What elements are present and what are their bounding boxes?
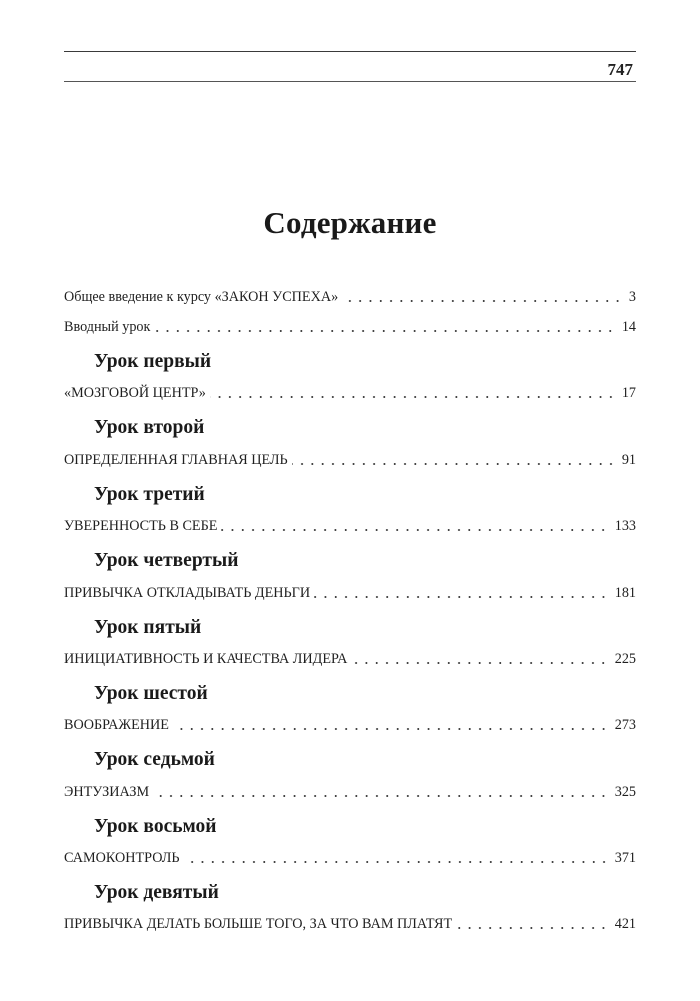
dot-leader <box>351 650 608 668</box>
toc-entry-intro[interactable] <box>64 286 636 306</box>
toc-entry-lesson-4[interactable] <box>64 582 636 602</box>
toc-entry-introductory-lesson[interactable] <box>64 316 636 336</box>
header-rule-top <box>64 51 636 52</box>
toc-entry-page: 371 <box>614 850 636 866</box>
toc-entry-label: «МОЗГОВОЙ ЦЕНТР» <box>64 384 210 402</box>
lesson-heading-7: Урок седьмой <box>94 749 215 770</box>
lesson-heading-4: Урок четвертый <box>94 550 239 571</box>
toc-entry-page: 3 <box>628 289 636 305</box>
lesson-heading-5: Урок пятый <box>94 617 202 638</box>
toc-entry-lesson-1[interactable] <box>64 382 636 402</box>
page-number: 747 <box>607 60 633 79</box>
toc-entry-label: ОПРЕДЕЛЕННАЯ ГЛАВНАЯ ЦЕЛЬ <box>64 451 292 469</box>
toc-entry-page: 225 <box>614 651 636 667</box>
dot-leader <box>154 318 615 336</box>
lesson-heading-8: Урок восьмой <box>94 816 217 837</box>
toc-entry-lesson-2[interactable] <box>64 449 636 469</box>
dot-leader <box>210 384 616 402</box>
toc-entry-label: САМОКОНТРОЛЬ <box>64 849 184 867</box>
toc-entry-lesson-8[interactable] <box>64 847 636 867</box>
toc-entry-page: 133 <box>614 518 636 534</box>
lesson-heading-6: Урок шестой <box>94 683 208 704</box>
dot-leader <box>173 716 609 734</box>
dot-leader <box>342 288 623 306</box>
toc-entry-page: 273 <box>614 717 636 733</box>
toc-entry-lesson-3[interactable] <box>64 515 636 535</box>
toc-entry-page: 91 <box>621 452 636 468</box>
toc-entry-label: ЭНТУЗИАЗМ <box>64 783 153 801</box>
lesson-heading-2: Урок второй <box>94 417 205 438</box>
toc-entry-page: 181 <box>614 585 636 601</box>
toc-entry-page: 14 <box>621 319 636 335</box>
toc-entry-page: 421 <box>614 916 636 932</box>
header-rule-bottom <box>64 81 636 82</box>
toc-entry-label: ПРИВЫЧКА ДЕЛАТЬ БОЛЬШЕ ТОГО, ЗА ЧТО ВАМ ПЛАТЯТ <box>64 915 456 933</box>
toc-entry-lesson-9[interactable] <box>64 913 636 933</box>
lesson-heading-9: Урок девятый <box>94 882 219 903</box>
dot-leader <box>456 915 609 933</box>
toc-entry-page: 17 <box>621 385 636 401</box>
toc-entry-label: Вводный урок <box>64 318 154 336</box>
lesson-heading-3: Урок третий <box>94 484 205 505</box>
dot-leader <box>292 451 616 469</box>
page-title: Содержание <box>263 205 437 240</box>
toc-entry-label: УВЕРЕННОСТЬ В СЕБЕ <box>64 517 221 535</box>
toc-entry-lesson-7[interactable] <box>64 781 636 801</box>
toc-entry-lesson-6[interactable] <box>64 714 636 734</box>
lesson-heading-1: Урок первый <box>94 351 212 372</box>
dot-leader <box>221 517 608 535</box>
toc-entry-label: ИНИЦИАТИВНОСТЬ И КАЧЕСТВА ЛИДЕРА <box>64 650 351 668</box>
dot-leader <box>314 584 609 602</box>
toc-entry-label: Общее введение к курсу «ЗАКОН УСПЕХА» <box>64 288 342 306</box>
toc-entry-label: ПРИВЫЧКА ОТКЛАДЫВАТЬ ДЕНЬГИ <box>64 584 314 602</box>
dot-leader <box>153 783 609 801</box>
toc-entry-lesson-5[interactable] <box>64 648 636 668</box>
toc-entry-label: ВООБРАЖЕНИЕ <box>64 716 173 734</box>
toc-entry-page: 325 <box>614 784 636 800</box>
dot-leader <box>184 849 609 867</box>
